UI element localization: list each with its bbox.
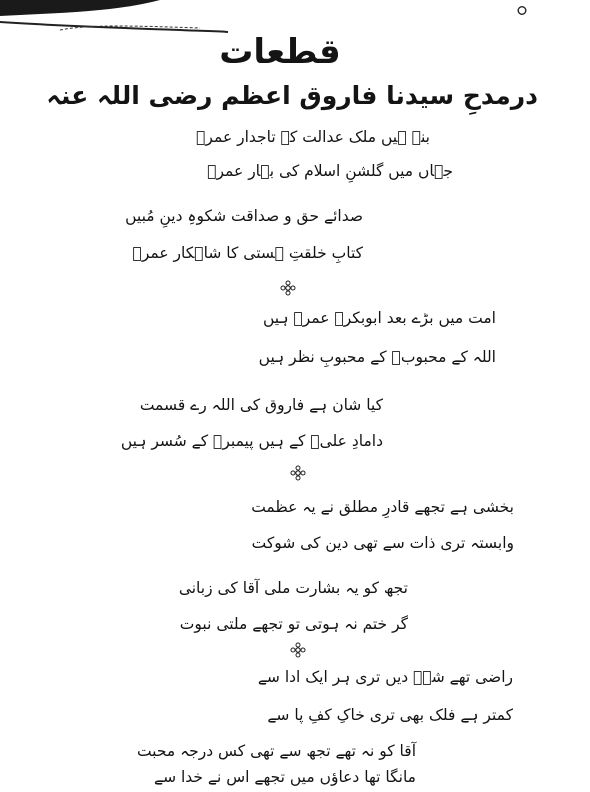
flower-ornament-icon — [290, 465, 306, 481]
verse-line: کیا شان ہے فاروق کی اللہ رے قسمت — [139, 396, 383, 414]
verse-line: راضی تھے شہؐ دیں تری ہر ایک ادا سے — [257, 668, 513, 686]
flower-ornament-icon — [290, 642, 306, 658]
verse-line: بخشی ہے تجھے قادرِ مطلق نے یہ عظمت — [251, 498, 514, 516]
verse-line: کمتر ہے فلک بھی تری خاکِ کفِ پا سے — [267, 706, 513, 724]
verse-line: اللہ کے محبوبؐ کے محبوبِ نظر ہیں — [258, 348, 496, 366]
verse-line: دامادِ علیؓ کے ہیں پیمبرؐ کے سُسر ہیں — [120, 432, 383, 450]
verse-line: جہاں میں گلشنِ اسلام کی بہار عمرؓ — [207, 162, 453, 180]
verse-line: مانگا تھا دعاؤں میں تجھے اس نے خدا سے — [153, 768, 416, 786]
verse-line: صدائے حق و صداقت شکوہِ دینِ مُبیں — [125, 207, 363, 225]
verse-line: کتابِ خلقتِ ہستی کا شاہکار عمرؓ — [132, 244, 363, 262]
ink-dot-mark — [517, 6, 527, 15]
page-title: قطعات — [219, 32, 341, 72]
verse-line: گر ختم نہ ہوتی تو تجھے ملتی نبوت — [179, 615, 408, 633]
decorative-corner-mark — [0, 0, 230, 34]
verse-line: وابستہ تری ذات سے تھی دین کی شوکت — [251, 534, 514, 552]
verse-line: بنے ہیں ملک عدالت کے تاجدار عمرؓ — [196, 128, 430, 146]
flower-ornament-icon — [280, 280, 296, 296]
page-subtitle: درمدحِ سیدنا فاروق اعظم رضی اللہ عنہ — [46, 81, 538, 110]
verse-line: امت میں بڑے بعد ابوبکرؓ عمرؓ ہیں — [262, 309, 496, 327]
verse-line: آقا کو نہ تھے تجھ سے تھی کس درجہ محبت — [136, 742, 416, 760]
verse-line: تجھ کو یہ بشارت ملی آقا کی زبانی — [178, 579, 408, 597]
